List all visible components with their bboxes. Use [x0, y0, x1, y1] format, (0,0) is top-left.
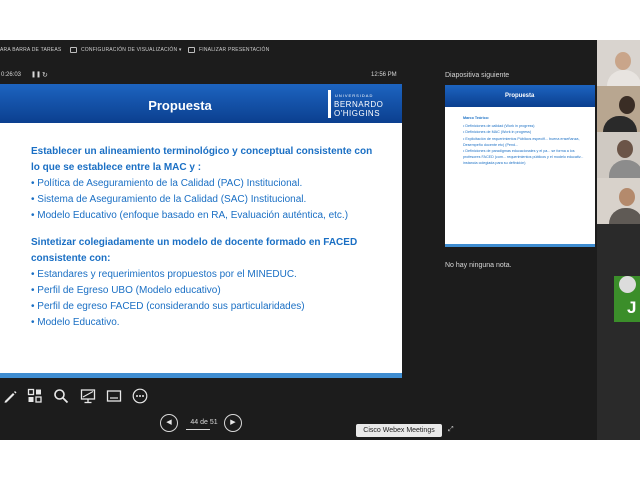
- slide-bullet: • Modelo Educativo (enfoque basado en RA, Evaluación auténtica, etc.): [31, 210, 349, 221]
- presenter-view: [0, 40, 640, 440]
- slide-pager: [158, 414, 258, 434]
- participant-head: [619, 96, 635, 114]
- participant-video[interactable]: [597, 132, 640, 178]
- slide-title: Propuesta: [148, 98, 212, 113]
- speaker-notes: No hay ninguna nota.: [445, 262, 512, 269]
- pen-icon[interactable]: [2, 388, 18, 404]
- elapsed-timer: 0:26:03: [1, 72, 22, 78]
- next-slide-label: Diapositiva siguiente: [445, 72, 510, 79]
- section-1-heading: Establecer un alineamiento terminológico y conceptual consistente con lo que se establece entre la MAC y :: [31, 146, 373, 173]
- display-settings-label: CONFIGURACIÓN DE VISUALIZACIÓN ▾: [81, 47, 182, 53]
- app-tooltip: Cisco Webex Meetings: [356, 424, 442, 437]
- pause-timer-icon[interactable]: ❚❚: [31, 72, 42, 78]
- hide-taskbar-label: ARA BARRA DE TAREAS: [0, 47, 62, 53]
- more-icon[interactable]: [132, 388, 148, 404]
- bullet-text: Definiciones de calidad (Work in progress): [465, 124, 535, 129]
- bullet-text: Definiciones de MAC (Work in progress): [465, 130, 532, 135]
- slides-grid-icon[interactable]: [27, 388, 43, 404]
- prev-icon[interactable]: ◀: [160, 414, 178, 432]
- reset-timer-icon[interactable]: ↻: [42, 72, 48, 79]
- next-slide-footer-bar: [445, 244, 595, 247]
- bullet-text: Política de Aseguramiento de la Calidad (PAC) Institucional.: [37, 178, 303, 189]
- clock: 12:56 PM: [371, 72, 397, 78]
- current-slide: [0, 84, 402, 378]
- slide-bullet: • Perfil de egreso FACED (considerando sus particularidades): [31, 301, 305, 312]
- hide-taskbar-button[interactable]: [0, 47, 61, 53]
- display-settings-button[interactable]: [70, 47, 182, 53]
- bullet-text: Modelo Educativo (enfoque basado en RA, Evaluación auténtica, etc.): [37, 210, 349, 221]
- section-2-heading: Sintetizar colegiadamente un modelo de docente formado en FACED consistente con:: [31, 237, 358, 264]
- participant-video[interactable]: [597, 40, 640, 86]
- university-logo: [328, 90, 392, 118]
- participant-video-strip: [597, 40, 640, 440]
- avatar-silhouette: [619, 276, 636, 293]
- slide-bullet: • Perfil de Egreso UBO (Modelo educativo): [31, 285, 221, 296]
- slide-bullet: • Política de Aseguramiento de la Calidad (PAC) Institucional.: [31, 178, 303, 189]
- participant-video[interactable]: [597, 178, 640, 224]
- magnifier-icon[interactable]: [53, 388, 69, 404]
- next-slide-bullet: • Definiciones de calidad (Work in progress): [463, 124, 535, 129]
- end-presentation-icon: [188, 47, 195, 53]
- participant-video[interactable]: [597, 86, 640, 132]
- bullet-text: Modelo Educativo.: [37, 317, 120, 328]
- participant-body: [609, 160, 640, 178]
- next-slide-bullet: • Definiciones de paradigmas educacionales y el pa... se forma a los profesores FACED (com... requerimientos públicos y el modelo educativ... instancia colegiada para su definición): [463, 149, 584, 166]
- subtitle-icon[interactable]: [106, 388, 122, 404]
- next-slide-body: [463, 115, 593, 167]
- page-indicator: 44 de 51: [190, 419, 218, 426]
- logo-line-2: BERNARDO: [334, 100, 384, 109]
- next-icon[interactable]: ▶: [224, 414, 242, 432]
- slide-bullet: • Estandares y requerimientos propuestos por el MINEDUC.: [31, 269, 297, 280]
- next-slide-preview[interactable]: [445, 85, 595, 247]
- next-slide-bullet: • Explicitación de requerimientos Públicos específi... buena enseñanza, Desempeño docente etc) (Pend...: [463, 136, 580, 147]
- bullet-text: Explicitación de requerimientos Públicos específi... buena enseñanza, Desempeño docente etc) (Pend...: [463, 136, 580, 147]
- participant-head: [619, 188, 635, 206]
- logo-bar: [328, 90, 331, 118]
- end-presentation-label: FINALIZAR PRESENTACIÓN: [199, 47, 270, 53]
- slide-footer-bar: [0, 373, 402, 378]
- slide-bullet: • Modelo Educativo.: [31, 317, 120, 328]
- bullet-text: Definiciones de paradigmas educacionales y el pa... se forma a los profesores FACED (com... requerimientos públicos y el modelo educativ... instancia colegiada para su definición): [463, 149, 584, 166]
- display-settings-icon: [70, 47, 77, 53]
- participant-avatar[interactable]: [614, 276, 640, 322]
- slide-header: [0, 84, 402, 123]
- timer-bar: [0, 71, 405, 81]
- logo-line-3: O'HIGGINS: [334, 109, 381, 118]
- page-indicator-underline: [186, 429, 210, 430]
- participant-head: [617, 140, 633, 158]
- presenter-toolbar: [0, 40, 640, 62]
- participant-body: [609, 208, 640, 224]
- next-slide-heading: Marco Teórico:: [463, 116, 490, 120]
- slide-tools: [0, 385, 430, 407]
- screen-icon[interactable]: [80, 388, 96, 404]
- bullet-text: Perfil de egreso FACED (considerando sus particularidades): [37, 301, 305, 312]
- next-slide-bullet: • Definiciones de MAC (Work in progress): [463, 130, 532, 135]
- next-slide-title: Propuesta: [505, 93, 535, 99]
- slide-body: [31, 144, 381, 331]
- avatar-initial: J: [627, 298, 637, 317]
- bullet-text: Estandares y requerimientos propuestos por el MINEDUC.: [37, 269, 297, 280]
- end-presentation-button[interactable]: [188, 47, 269, 53]
- expand-icon[interactable]: ⤢: [448, 426, 454, 433]
- slide-bullet: • Sistema de Aseguramiento de la Calidad (SAC) Institucional.: [31, 194, 307, 205]
- participant-body: [607, 70, 640, 86]
- logo-line-1: UNIVERSIDAD: [335, 93, 374, 98]
- participant-body: [603, 116, 637, 132]
- next-slide-header: [445, 85, 595, 107]
- participant-head: [615, 52, 631, 70]
- bullet-text: Sistema de Aseguramiento de la Calidad (SAC) Institucional.: [37, 194, 307, 205]
- bullet-text: Perfil de Egreso UBO (Modelo educativo): [37, 285, 221, 296]
